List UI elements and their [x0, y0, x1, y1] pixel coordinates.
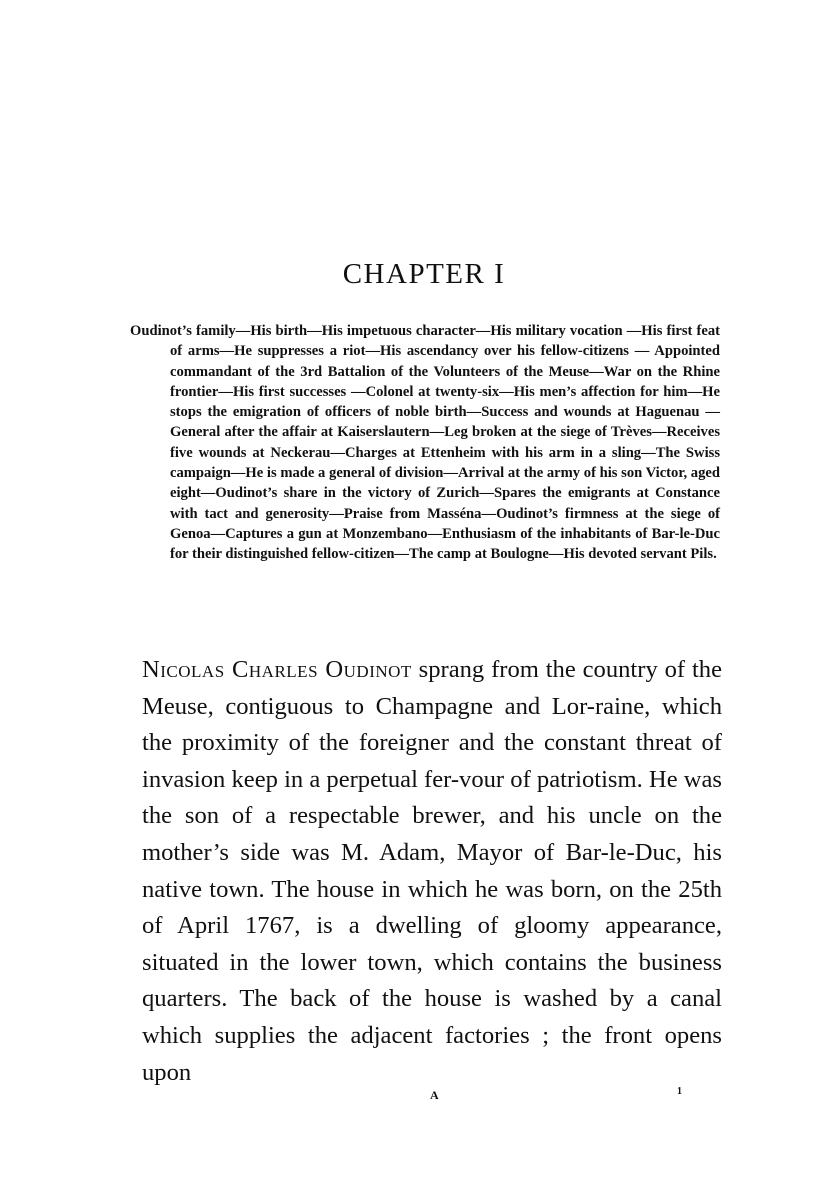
chapter-summary: Oudinot’s family—His birth—His impetuous character—His military vocation —His first feat of arms—He suppresses a riot—His ascendancy over his fellow-citizens — Appointed commandant of the 3rd Battalion of the Volunteers of the Meuse—War on the Rhine frontier—His first successes —Colonel at twenty-six—His men’s affection for him—He stops the emigration of officers of noble birth—Success and wounds at Haguenau —General after the affair at Kaiserslautern—Leg broken at the siege of Trèves—Receives five wounds at Neckerau—Charges at Ettenheim with his arm in a sling—The Swiss campaign—He is made a general of division—Arrival at the army of his son Victor, aged eight—Oudinot’s share in the victory of Zurich—Spares the emigrants at Constance with tact and generosity—Praise from Masséna—Oudinot’s firmness at the siege of Genoa—Captures a gun at Monzembano—Enthusiasm of the inhabitants of Bar-le-Duc for their distinguished fellow-citizen—The camp at Boulogne—His devoted servant Pils.	[130, 323, 720, 563]
signature-mark: A	[430, 1088, 439, 1102]
page-number: 1	[677, 1086, 682, 1097]
body-paragraph-text: sprang from the country of the Meuse, contiguous to Champagne and Lor-raine, which the proximity of the foreigner and the constant threat of invasion keep in a perpetual fer-vour of patriotism. He was the son of a respectable brewer, and his uncle on the mother’s side was M. Adam, Mayor of Bar-le-Duc, his native town. The house in which he was born, on the 25th of April 1767, is a dwelling of gloomy appearance, situated in the lower town, which contains the business quarters. The back of the house is washed by a canal which supplies the adjacent factories ; the front opens upon	[142, 656, 723, 1086]
chapter-title: CHAPTER I	[342, 258, 506, 290]
body-paragraph	[142, 652, 722, 1091]
opening-name: Nicolas Charles Oudinot	[142, 656, 412, 683]
